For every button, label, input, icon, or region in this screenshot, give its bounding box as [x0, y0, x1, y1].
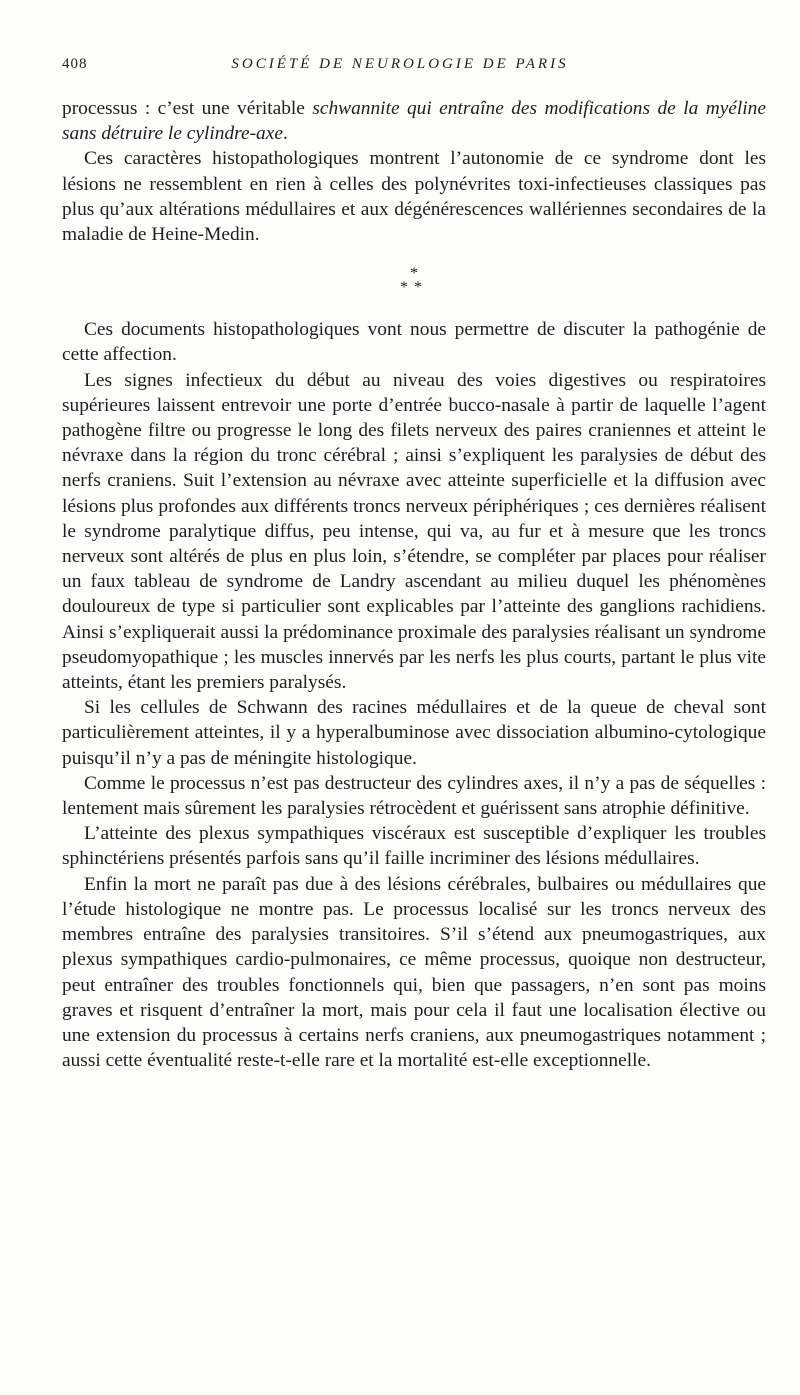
paragraph: Si les cellules de Schwann des racines médullaires et de la queue de cheval sont particulièrement atteintes, il y a hyperalbuminose avec dissociation albumino-cytologique puisqu’il n’y a pas de méningite histologique. — [62, 697, 766, 769]
paragraph: Ces documents histopathologiques vont nous permettre de discuter la pathogénie de cette affection. — [62, 319, 766, 366]
paragraph-continued — [62, 96, 766, 146]
page-header — [62, 56, 738, 80]
paragraph-text: . — [282, 123, 288, 145]
paragraph: Ces caractères histopathologiques montrent l’autonomie de ce syndrome dont les lésions ne ressemblent en rien à celles des polynévrites toxi-infectieuses classiques pas plus qu’aux altérations médullaires et aux dégénérescences wallériennes secondaires de la maladie de Heine-Medin. — [62, 148, 766, 246]
paragraph-text: processus : c’est une véritable — [62, 98, 313, 119]
page-number: 408 — [62, 56, 88, 72]
paragraph: Les signes infectieux du début au niveau des voies digestives ou respiratoires supérieures laissent entrevoir une porte d’entrée bucco-nasale à partir de laquelle l’agent pathogène filtre ou progresse le long des filets nerveux des paires craniennes et atteint le névraxe dans la région du tronc cérébral ; ainsi s’expliquent les paralysies de début des nerfs craniens. Suit l’extension au névraxe avec atteinte superficielle et la diffusion avec lésions plus profondes aux différents troncs nerveux périphériques ; ces dernières réalisent le syndrome paralytique diffus, peu intense, qui va, au fur et à mesure que les troncs nerveux sont altérés de plus en plus loin, s’étendre, se compléter par places pour réaliser un faux tableau de syndrome de Landry ascendant au milieu duquel les phénomènes douloureux de type si particulier sont explicables par l’atteinte des ganglions rachidiens. Ainsi s’expliquerait aussi la prédominance proximale des paralysies réalisant un syndrome pseudomyopathique ; les muscles innervés par les nerfs les plus courts, partant le plus vite atteints, étant les premiers paralysés. — [62, 369, 766, 694]
section-asterism — [62, 267, 766, 295]
article-body — [62, 96, 766, 1073]
asterism-bottom: ** — [400, 279, 428, 297]
italic-phrase: schwannite qui entraîne des modifications de la myéline sans détruire le cylindre-axe — [62, 98, 766, 145]
running-title: SOCIÉTÉ DE NEUROLOGIE DE PARIS — [231, 56, 569, 72]
paragraph: Comme le processus n’est pas destructeur des cylindres axes, il n’y a pas de séquelles : lentement mais sûrement les paralysies rétrocèdent et guérissent sans atrophie définitive. — [62, 772, 766, 820]
asterism-top: * — [410, 265, 418, 283]
paragraph: L’atteinte des plexus sympathiques viscéraux est susceptible d’expliquer les troubles sphinctériens présentés parfois sans qu’il faille incriminer des lésions médullaires. — [62, 823, 766, 870]
paragraph: Enfin la mort ne paraît pas due à des lésions cérébrales, bulbaires ou médullaires que l’étude histologique ne montre pas. Le processus localisé sur les troncs nerveux des membres entraîne des paralysies transitoires. S’il s’étend aux pneumogastriques, aux plexus sympathiques cardio-pulmonaires, ce même processus, quoique non destructeur, peut entraîner des troubles fonctionnels qui, bien que passagers, n’en sont pas moins graves et risquent d’entraîner la mort, mais pour cela il faut une localisation élective ou une extension du processus à certains nerfs craniens, aux pneumogastriques notamment ; aussi cette éventualité reste-t-elle rare et la mortalité est-elle exceptionnelle. — [62, 873, 766, 1072]
